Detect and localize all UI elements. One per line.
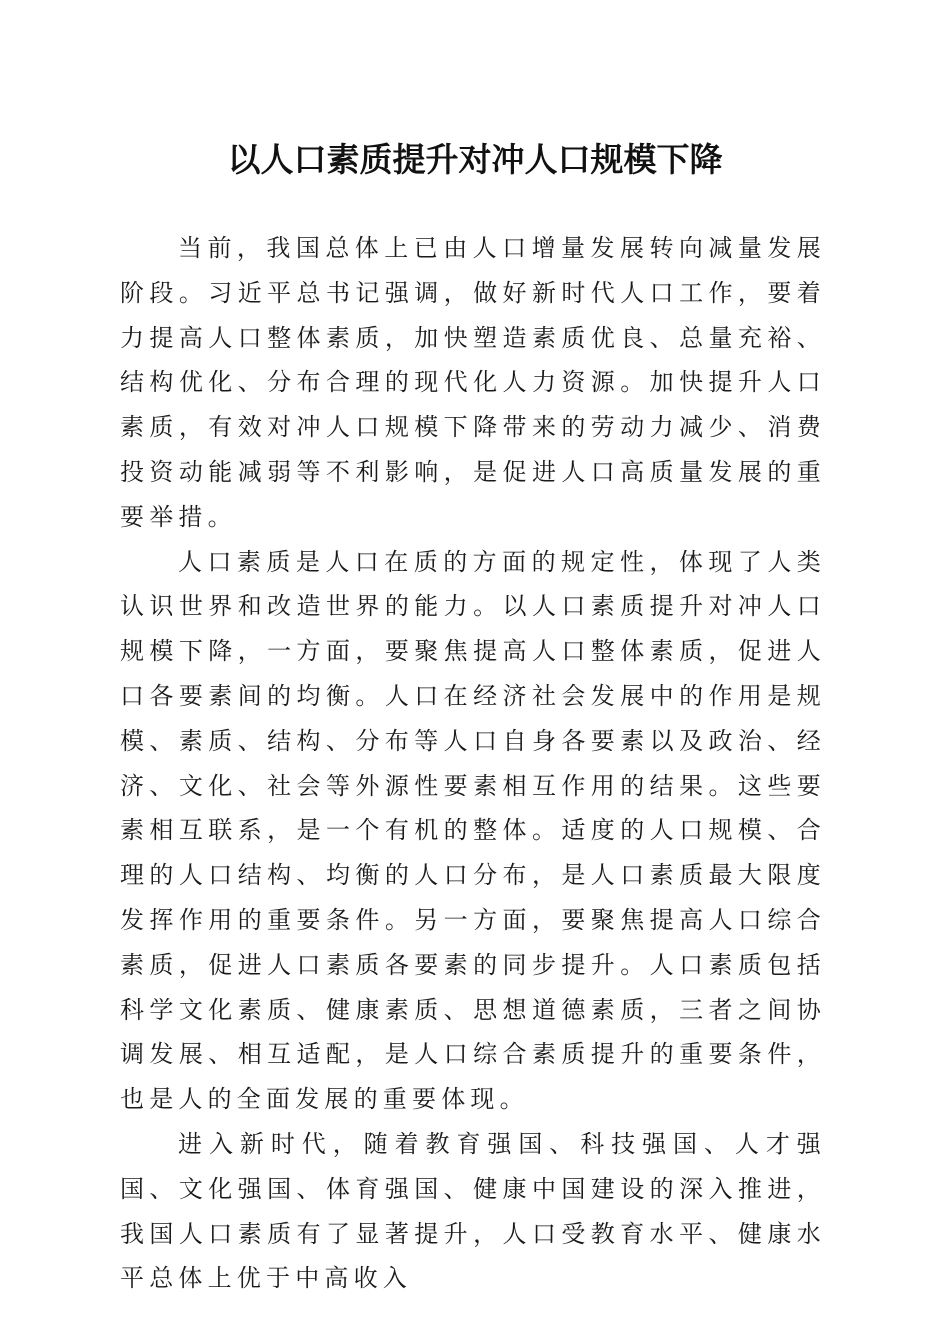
paragraph-2: 人口素质是人口在质的方面的规定性，体现了人类认识世界和改造世界的能力。以人口素质提升对冲人口规模下降，一方面，要聚焦提高人口整体素质，促进人口各要素间的均衡。人口在经济社会发展中的作用是规模、素质、结构、分布等人口自身各要素以及政治、经济、文化、社会等外源性要素相互作用的结果。这些要素相互联系，是一个有机的整体。适度的人口规模、合理的人口结构、均衡的人口分布，是人口素质最大限度发挥作用的重要条件。另一方面，要聚焦提高人口综合素质，促进人口素质各要素的同步提升。人口素质包括科学文化素质、健康素质、思想道德素质，三者之间协调发展、相互适配，是人口综合素质提升的重要条件，也是人的全面发展的重要体现。 bbox=[120, 547, 826, 1114]
paragraph-3: 进入新时代，随着教育强国、科技强国、人才强国、文化强国、体育强国、健康中国建设的深入推进，我国人口素质有了显著提升，人口受教育水平、健康水平总体上优于中高收入 bbox=[120, 1129, 826, 1293]
document-body bbox=[120, 226, 826, 1301]
document-title: 以人口素质提升对冲人口规模下降 bbox=[227, 140, 723, 179]
paragraph-1: 当前，我国总体上已由人口增量发展转向减量发展阶段。习近平总书记强调，做好新时代人口工作，要着力提高人口整体素质，加快塑造素质优良、总量充裕、结构优化、分布合理的现代化人力资源。加快提升人口素质，有效对冲人口规模下降带来的劳动力减少、消费投资动能减弱等不利影响，是促进人口高质量发展的重要举措。 bbox=[120, 234, 826, 531]
